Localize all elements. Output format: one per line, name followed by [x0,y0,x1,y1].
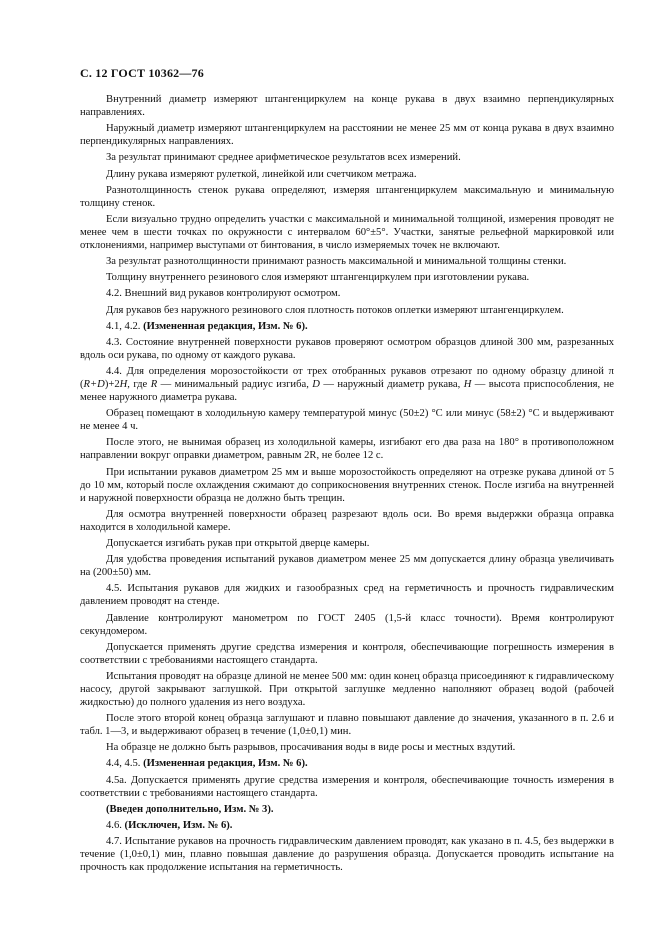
paragraph: Давление контролируют манометром по ГОСТ 2405 (1,5-й класс точности). Время контролируют секундомером. [80,612,614,637]
paragraph: Разнотолщинность стенок рукава определяют, измеряя штангенциркулем максимальную и минимальную толщину стенок. [80,184,614,209]
amendment-label: (Измененная редакция, Изм. № 6). [143,320,308,332]
paragraph: 4.7. Испытание рукавов на прочность гидравлическим давлением проводят, как указано в п. 4.5, без выдержки в течение (1,0±0,1) мин, плавно повышая давление до разрушения образца. Допускается проводить испытание на прочность как продолжение испытания на герметичность. [80,836,614,874]
clause-number: 4.1, 4.2. [106,320,141,332]
paragraph: На образце не должно быть разрывов, просачивания воды в виде росы и местных вздутий. [106,742,516,754]
amendment-note [80,320,614,333]
clause-number: 4.6. [106,819,122,831]
paragraph: При испытании рукавов диаметром 25 мм и выше морозостойкость определяют на отрезке рукава длиной от 5 до 10 мм, который после охлаждения сжимают до соприкосновения внутренних стенок. После изгиба на внутренней и наружной поверхности образца не должно быть трещин. [80,466,614,504]
paragraph: Наружный диаметр измеряют штангенциркулем на расстоянии не менее 25 мм от конца рукава в двух взаимно перпендикулярных направлениях. [80,123,614,148]
paragraph: За результат разнотолщинности принимают разность максимальной и минимальной толщины стенки. [106,256,567,268]
amendment-label: (Введен дополнительно, Изм. № 3). [106,803,274,815]
text-run: — высота приспособления, не менее наружного диаметра рукава. [80,379,614,404]
paragraph: Для удобства проведения испытаний рукавов диаметром менее 25 мм допускается длину образца увеличивать на (200±50) мм. [80,554,614,579]
paragraph: 4.3. Состояние внутренней поверхности рукавов проверяют осмотром образцов длиной 300 мм, разрезанных вдоль оси рукава, по одному от каждого рукава. [80,336,614,361]
paragraph: Длину рукава измеряют рулеткой, линейкой или счетчиком метража. [106,168,417,180]
formula-var: H [463,379,472,391]
page-header: С. 12 ГОСТ 10362—76 [80,66,204,80]
paragraph: После этого, не вынимая образец из холодильной камеры, изгибают его два раза на 180° в противоположном направлении вокруг оправки диаметром, равным 2R, не более 12 с. [80,437,614,462]
paragraph: Для осмотра внутренней поверхности образец разрезают вдоль оси. Во время выдержки образца оправка находится в холодильной камере. [80,508,614,533]
paragraph: Толщину внутреннего резинового слоя измеряют штангенциркулем при изготовлении рукава. [106,272,530,284]
text-run: , где [127,379,151,391]
paragraph: 4.2. Внешний вид рукавов контролируют осмотром. [106,288,341,300]
amendment-note [80,757,614,770]
paragraph: 4.5а. Допускается применять другие средства измерения и контроля, обеспечивающие точность измерения в соответствии с требованиями настоящего стандарта. [80,774,614,799]
paragraph: Внутренний диаметр измеряют штангенциркулем на конце рукава в двух взаимно перпендикулярных направлениях. [80,94,614,119]
amendment-label: (Исключен, Изм. № 6). [124,819,233,831]
paragraph: Для рукавов без наружного резинового слоя плотность потоков оплетки измеряют штангенциркулем. [106,304,564,316]
text-run: — наружный диаметр рукава, [319,379,464,391]
paragraph: Допускается изгибать рукав при открытой дверце камеры. [106,538,370,549]
amendment-label: (Измененная редакция, Изм. № 6). [143,758,308,770]
paragraph: За результат принимают среднее арифметическое результатов всех измерений. [106,152,461,164]
paragraph: 4.5. Испытания рукавов для жидких и газообразных сред на герметичность и прочность гидравлическим давлением проводят на стенде. [80,583,614,608]
formula-var: D [312,379,320,391]
paragraph: Допускается применять другие средства измерения и контроля, обеспечивающие погрешность измерения в соответствии с требованиями настоящего стандарта. [80,641,614,666]
paragraph: Образец помещают в холодильную камеру температурой минус (50±2) °С или минус (58±2) °С и выдерживают не менее 4 ч. [80,408,614,433]
text-run: — минимальный радиус изгиба, [157,379,313,391]
paragraph [80,365,614,404]
text-run: 4.4. Для определения морозостойкости от трех отобранных рукавов отрезают по одному образцу длиной π ( [80,365,614,391]
amendment-note [80,819,614,832]
formula-var: R+D [83,379,105,391]
paragraph: После этого второй конец образца заглушают и плавно повышают давление до значения, указанного в п. 2.6 и табл. 1—3, и выдерживают образец в течение (1,0±0,1) мин. [80,713,614,738]
formula-var: H [119,379,128,391]
paragraph: Если визуально трудно определить участки с максимальной и минимальной толщиной, измерения проводят не менее чем в шести точках по окружности с интервалом 60°±5°. Участки, занятые рельефной маркировкой или отклонениями, например выступами от бинтования, в число измеряемых точек не включают. [80,213,614,251]
text-run: )+2 [104,379,120,391]
document-body [80,93,614,877]
formula-var: R [150,379,158,391]
clause-number: 4.4, 4.5. [106,758,141,770]
paragraph: Испытания проводят на образце длиной не менее 500 мм: один конец образца присоединяют к гидравлическому насосу, другой закрывают заглушкой. При открытой заглушке медленно наполняют образец водой (рабочей жидкостью) до полного удаления из него воздуха. [80,670,614,708]
amendment-note [80,803,614,816]
